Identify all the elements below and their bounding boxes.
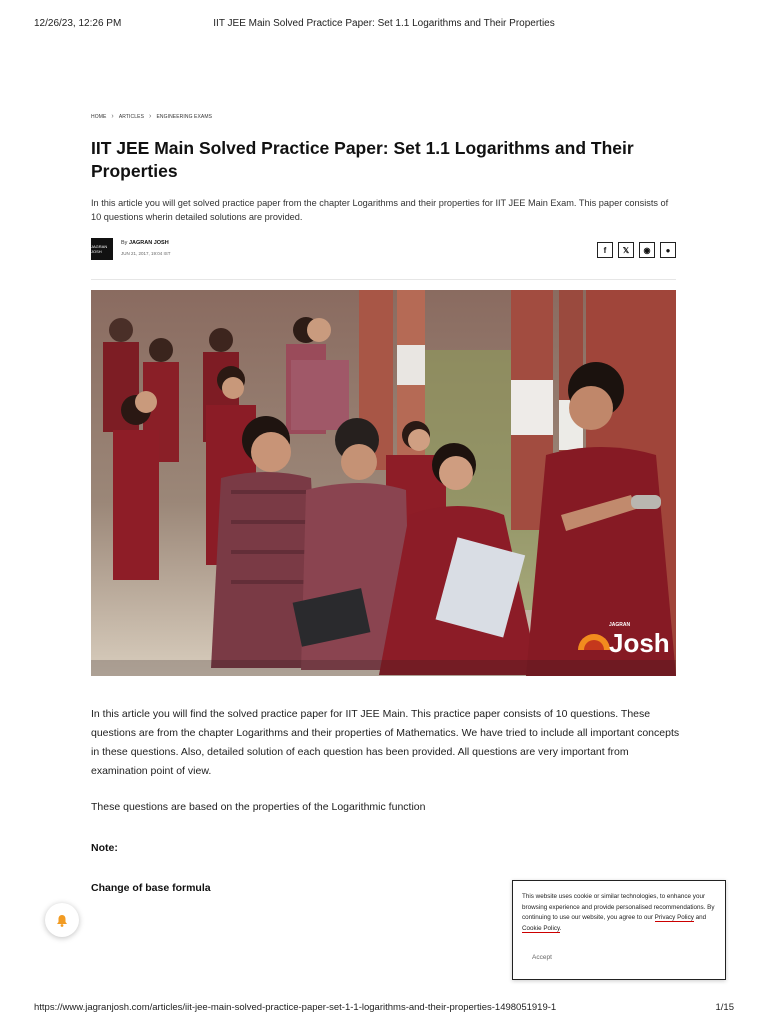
byline-prefix: By: [121, 240, 128, 246]
cookie-banner: [512, 880, 726, 980]
print-document-title: IIT JEE Main Solved Practice Paper: Set 1.1 Logarithms and Their Properties: [213, 18, 555, 29]
bell-icon: [56, 914, 68, 927]
hero-image: [91, 290, 676, 676]
message-icon[interactable]: ●: [660, 242, 676, 258]
body-paragraph-1: In this article you will find the solved practice paper for IIT JEE Main. This practice paper consists of 10 questions. These questions are from the chapter Logarithms and their properties of Mathematics. We have tried to include all important concepts in these questions. Also, detailed solution of each question has been provided. All questions are very important from examination point of view.: [91, 708, 680, 777]
privacy-policy-link[interactable]: Privacy Policy: [654, 914, 694, 921]
whatsapp-icon[interactable]: ◉: [639, 242, 655, 258]
cookie-text-and: and: [693, 914, 707, 921]
note-heading: Note:: [91, 842, 118, 854]
cookie-policy-link[interactable]: Cookie Policy: [522, 924, 560, 932]
byline: [91, 238, 171, 260]
publish-date: JUN 21, 2017, 19:04 IST: [121, 251, 171, 256]
breadcrumb: [91, 113, 212, 120]
breadcrumb-home[interactable]: HOME: [91, 113, 107, 120]
notification-bell-button[interactable]: [45, 903, 79, 937]
facebook-icon[interactable]: f: [597, 242, 613, 258]
body-paragraph-2: These questions are based on the properties of the Logarithmic function: [91, 801, 426, 813]
print-datetime: 12/26/23, 12:26 PM: [34, 18, 122, 29]
divider: [91, 279, 676, 280]
author-avatar-label: JAGRAN JOSH: [91, 244, 108, 254]
cookie-text: [522, 892, 715, 934]
cookie-text-end: .: [559, 924, 562, 932]
chevron-right-icon: ›: [149, 113, 152, 120]
page-url: https://www.jagranjosh.com/articles/iit-jee-main-solved-practice-paper-set-1-1-logarithms-and-their-properties-1498051919-1: [34, 1002, 557, 1013]
cookie-text-body: This website uses cookie or similar technologies, to enhance your browsing experience and provide personalised recommendations. By continuing to use our website, you agree to our: [522, 893, 715, 921]
breadcrumb-engineering-exams[interactable]: ENGINEERING EXAMS: [156, 113, 213, 120]
change-of-base-heading: Change of base formula: [91, 882, 211, 894]
share-buttons: [597, 242, 676, 258]
accept-button[interactable]: Accept: [532, 954, 552, 961]
watermark-large: Josh: [609, 628, 670, 658]
breadcrumb-articles[interactable]: ARTICLES: [118, 113, 145, 120]
chevron-right-icon: ›: [111, 113, 114, 120]
page-number: 1/15: [715, 1002, 734, 1013]
author-avatar[interactable]: [91, 238, 113, 260]
x-twitter-icon[interactable]: 𝕏: [618, 242, 634, 258]
students-photo: [91, 290, 676, 676]
author-link[interactable]: JAGRAN JOSH: [128, 240, 169, 246]
watermark-small: JAGRAN: [609, 622, 631, 628]
article-title: IIT JEE Main Solved Practice Paper: Set 1.1 Logarithms and Their Properties: [91, 138, 634, 181]
article-summary: In this article you will get solved practice paper from the chapter Logarithms and their properties for IIT JEE Main Exam. This paper consists of 10 questions wherin detailed solutions are provided.: [91, 198, 669, 222]
